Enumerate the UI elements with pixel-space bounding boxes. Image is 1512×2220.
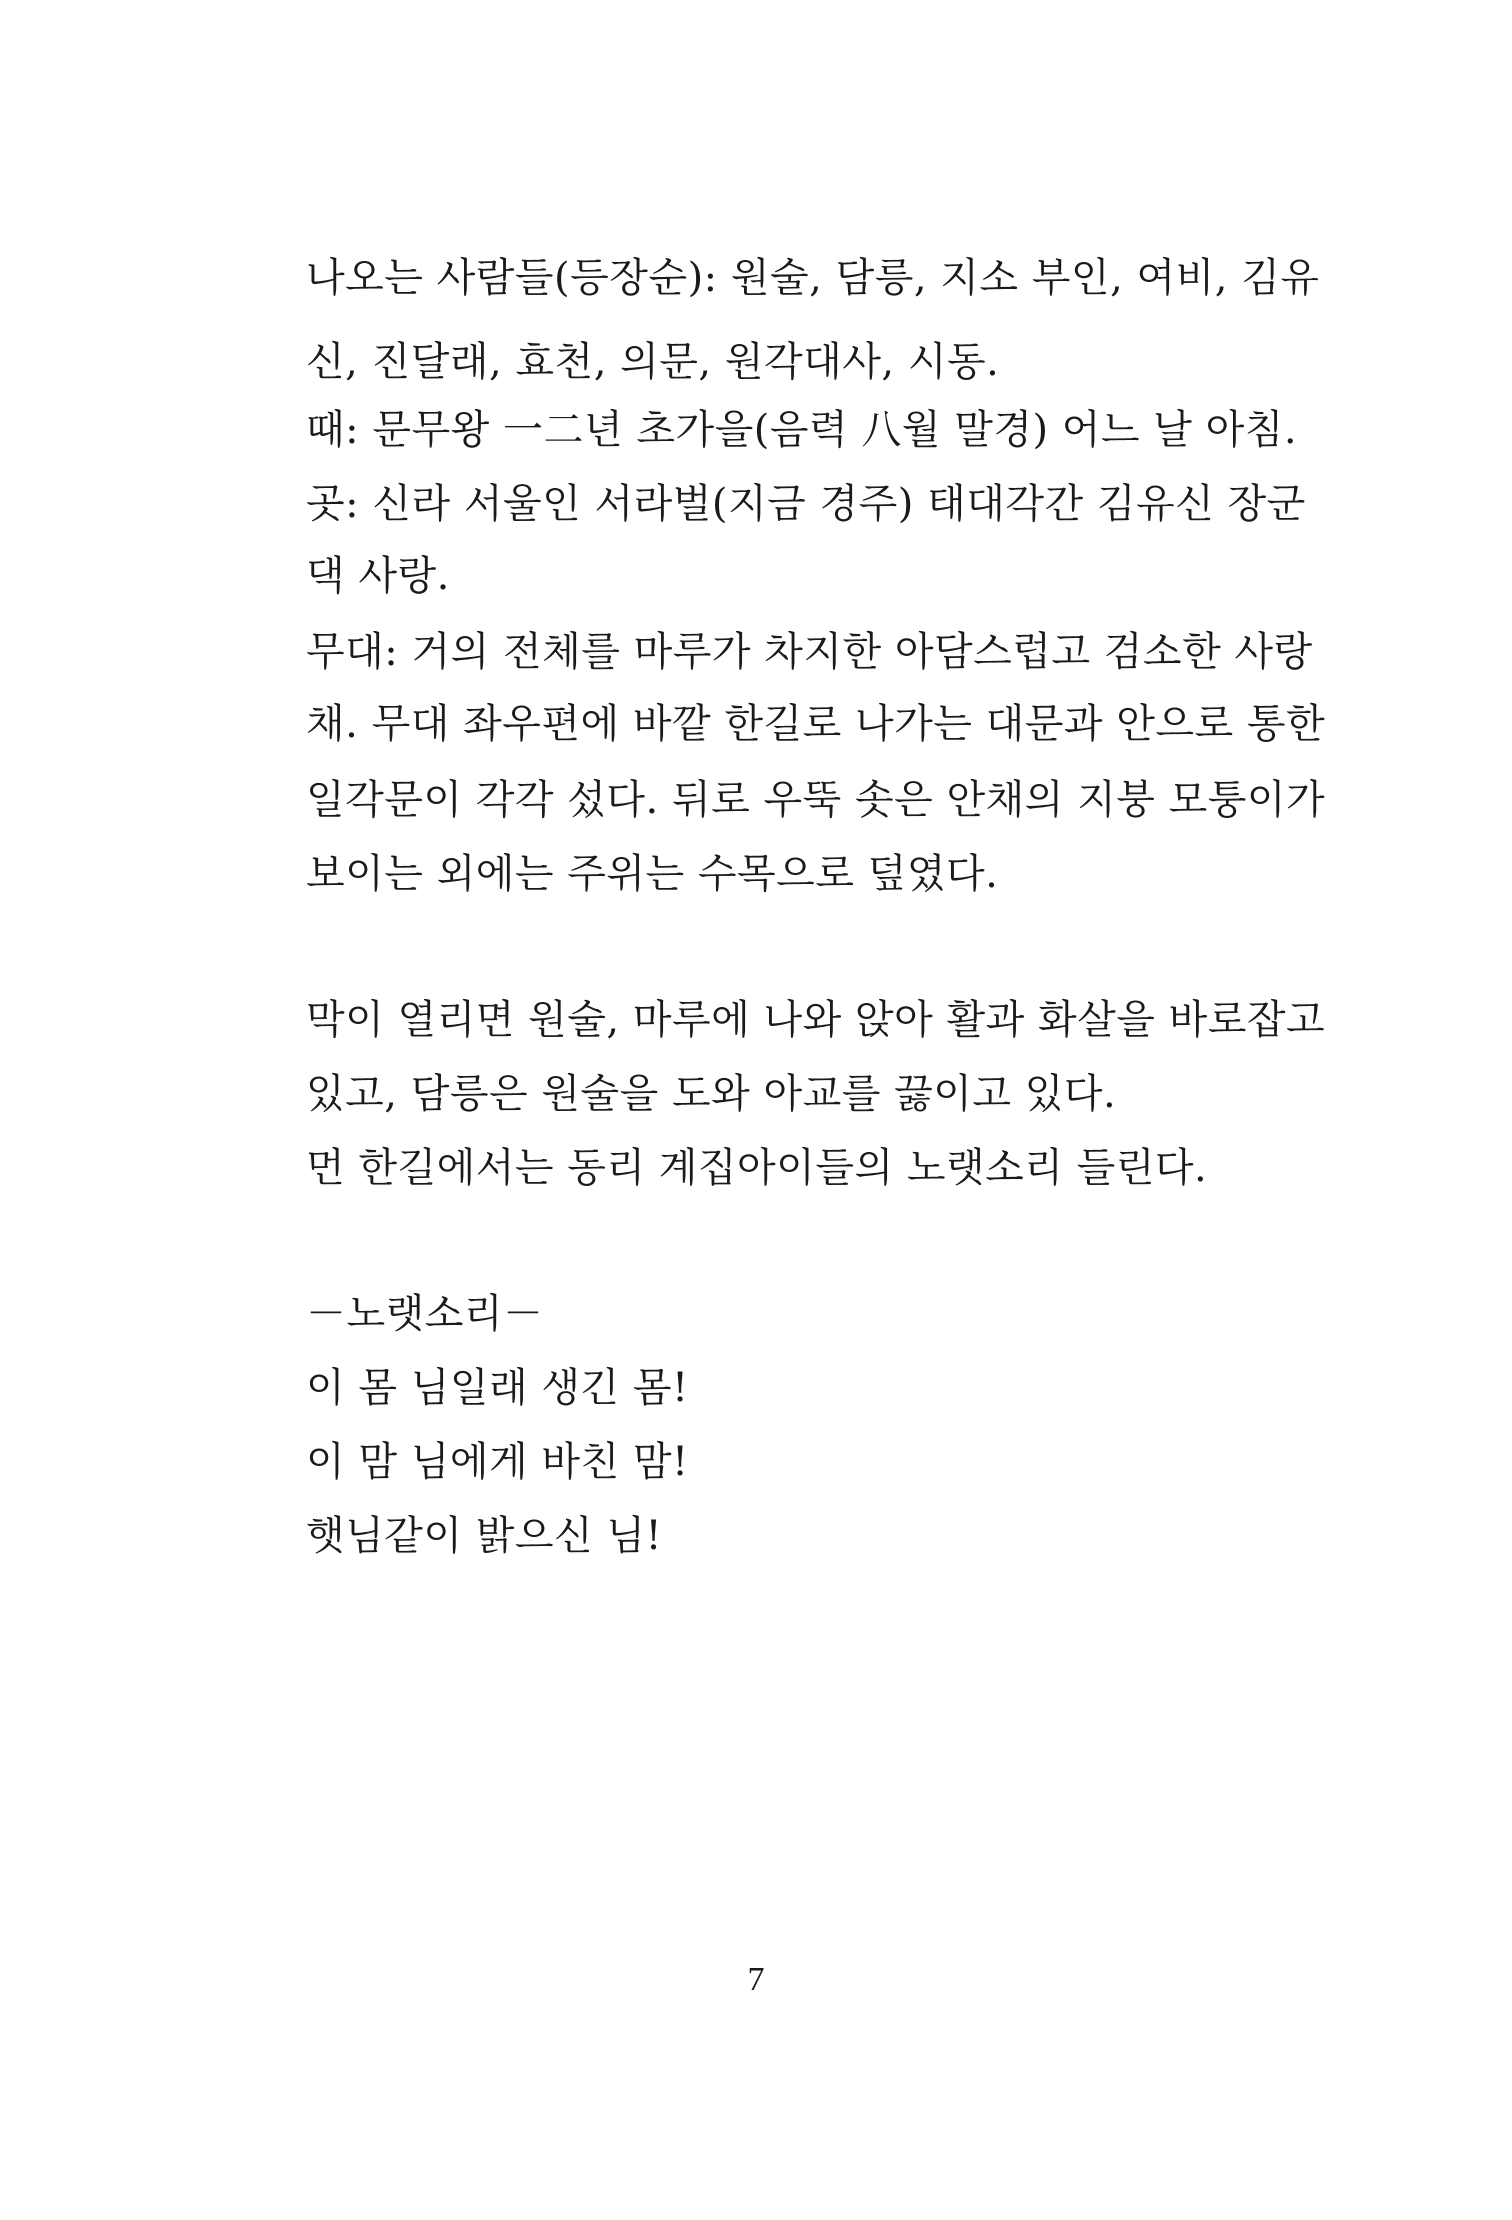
opening-line-1: 막이 열리면 원술, 마루에 나와 앉아 활과 화살을 바로잡고 xyxy=(306,997,1326,1043)
song-line-1: 이 몸 님일래 생긴 몸! xyxy=(306,1365,689,1411)
opening-line-3: 먼 한길에서는 동리 계집아이들의 노랫소리 들린다. xyxy=(306,1145,1208,1191)
song-line-3: 햇님같이 밝으신 님! xyxy=(306,1513,663,1559)
time-line: 때: 문무왕 一二년 초가을(음력 八월 말경) 어느 날 아침. xyxy=(306,407,1298,453)
stage-line-1: 무대: 거의 전체를 마루가 차지한 아담스럽고 검소한 사랑 xyxy=(306,629,1313,675)
place-line-1: 곳: 신라 서울인 서라벌(지금 경주) 태대각간 김유신 장군 xyxy=(306,481,1306,527)
cast-line-1: 나오는 사람들(등장순): 원술, 담릉, 지소 부인, 여비, 김유 xyxy=(306,255,1320,301)
opening-line-2: 있고, 담릉은 원술을 도와 아교를 끓이고 있다. xyxy=(306,1071,1117,1117)
stage-line-4: 보이는 외에는 주위는 수목으로 덮였다. xyxy=(306,851,999,897)
cast-line-2: 신, 진달래, 효천, 의문, 원각대사, 시동. xyxy=(306,339,1000,385)
song-heading: －노랫소리－ xyxy=(306,1291,544,1337)
place-line-2: 댁 사랑. xyxy=(306,553,450,599)
song-line-2: 이 맘 님에게 바친 맘! xyxy=(306,1439,689,1485)
stage-line-2: 채. 무대 좌우편에 바깥 한길로 나가는 대문과 안으로 통한 xyxy=(306,701,1326,747)
stage-line-3: 일각문이 각각 섰다. 뒤로 우뚝 솟은 안채의 지붕 모퉁이가 xyxy=(306,777,1326,823)
page-number: 7 xyxy=(747,1961,765,1998)
